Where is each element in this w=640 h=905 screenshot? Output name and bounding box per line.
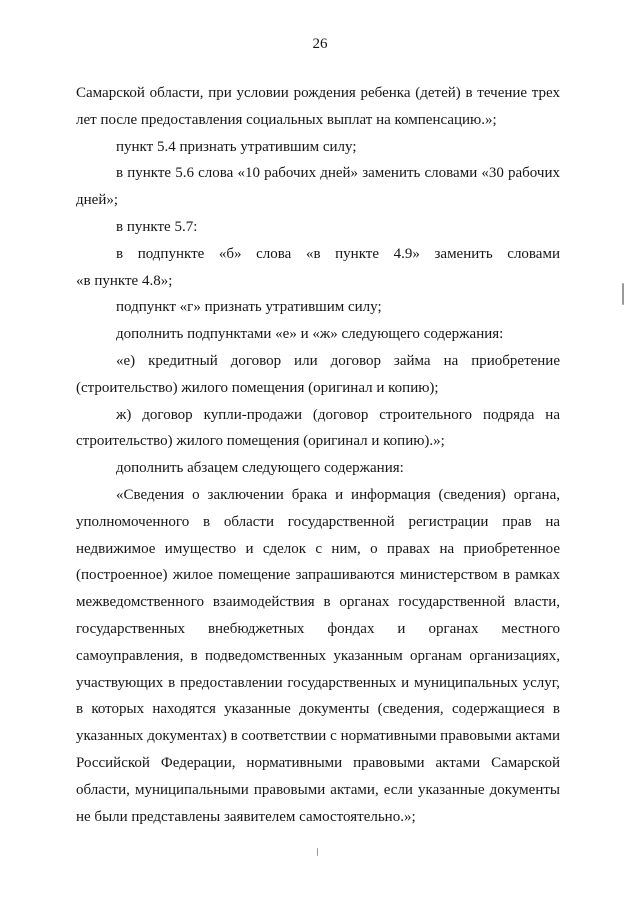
text-line: государственных внебюджетных фондах и органах местного bbox=[76, 620, 560, 637]
paragraph bbox=[76, 160, 560, 214]
text-line: Самарской области, при условии рождения ребенка (детей) в течение трех bbox=[76, 85, 560, 101]
text-line: (строительство) жилого помещения (оригинал и копию); bbox=[76, 379, 439, 396]
text-line: дней»; bbox=[76, 192, 119, 209]
text-line: уполномоченного в области государственной регистрации прав на bbox=[76, 513, 560, 530]
paragraph bbox=[76, 482, 560, 830]
text-line: ж) договор купли-продажи (договор строительного подряда на bbox=[116, 406, 560, 423]
paragraph bbox=[76, 402, 560, 456]
paragraph bbox=[76, 455, 560, 482]
text-line: в которых находятся указанные документы (сведения, содержащиеся в bbox=[76, 701, 560, 718]
text-line: строительство) жилого помещения (оригинал и копию).»; bbox=[76, 433, 445, 450]
text-line: дополнить абзацем следующего содержания: bbox=[116, 460, 404, 477]
text-line: в подпункте «б» слова «в пункте 4.9» заменить словами bbox=[116, 245, 560, 262]
text-line: в пункте 5.7: bbox=[116, 218, 198, 235]
paragraph bbox=[76, 134, 560, 161]
text-line: области, муниципальными правовыми актами, если указанные документы bbox=[76, 781, 560, 798]
text-line: указанных документах) в соответствии с нормативными правовыми актами bbox=[76, 728, 560, 745]
document-body bbox=[76, 80, 560, 830]
text-line: недвижимое имущество и сделок с ним, о правах на приобретенное bbox=[76, 540, 560, 557]
text-line: самоуправления, в подведомственных указанным органам организациях, bbox=[76, 647, 560, 664]
scan-speck bbox=[317, 848, 318, 856]
text-line: подпункт «г» признать утратившим силу; bbox=[116, 299, 382, 316]
text-line: «в пункте 4.8»; bbox=[76, 272, 173, 289]
text-line: дополнить подпунктами «е» и «ж» следующего содержания: bbox=[116, 326, 504, 343]
paragraph bbox=[76, 321, 560, 348]
text-line: лет после предоставления социальных выплат на компенсацию.»; bbox=[76, 111, 497, 128]
paragraph bbox=[76, 348, 560, 402]
text-line: участвующих в предоставлении государственных и муниципальных услуг, bbox=[76, 674, 560, 691]
text-line: «е) кредитный договор или договор займа на приобретение bbox=[116, 352, 560, 369]
paragraph bbox=[76, 294, 560, 321]
scan-speck bbox=[622, 283, 624, 305]
text-line: межведомственного взаимодействия в органах государственной власти, bbox=[76, 594, 560, 611]
text-line: (построенное) жилое помещение запрашиваются министерством в рамках bbox=[76, 567, 560, 584]
text-line: не были представлены заявителем самостоятельно.»; bbox=[76, 808, 416, 825]
text-line: в пункте 5.6 слова «10 рабочих дней» заменить словами «30 рабочих bbox=[116, 165, 560, 182]
text-line: Российской Федерации, нормативными правовыми актами Самарской bbox=[76, 754, 560, 771]
text-line: «Сведения о заключении брака и информация (сведения) органа, bbox=[116, 486, 560, 503]
paragraph bbox=[76, 241, 560, 295]
text-line: пункт 5.4 признать утратившим силу; bbox=[116, 138, 357, 155]
paragraph bbox=[76, 214, 560, 241]
paragraph bbox=[76, 80, 560, 134]
page-number: 26 bbox=[312, 36, 328, 52]
